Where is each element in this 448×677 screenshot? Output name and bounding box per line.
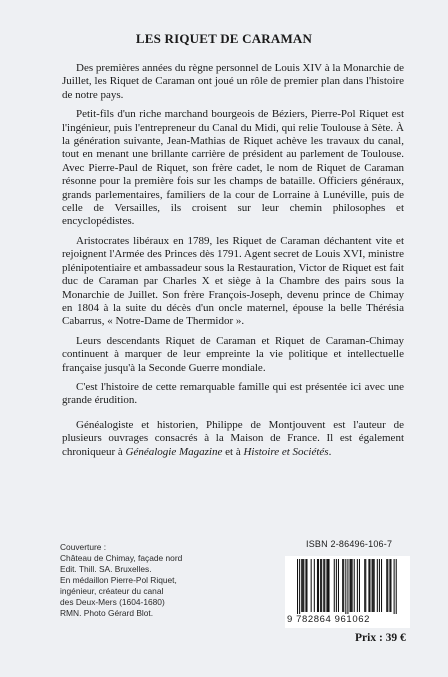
paragraph-conclusion: C'est l'histoire de cette remarquable famille qui est présentée ici avec une grande érudition. bbox=[62, 380, 404, 407]
barcode-bar bbox=[318, 559, 319, 612]
barcode-bar bbox=[364, 559, 365, 612]
barcode-bar bbox=[343, 559, 344, 612]
barcode-bar bbox=[381, 559, 382, 612]
barcode-bar bbox=[327, 559, 328, 612]
barcode-bar bbox=[320, 559, 321, 612]
barcode-bar bbox=[351, 559, 352, 612]
barcode-bar bbox=[372, 559, 373, 612]
barcode-bar bbox=[386, 559, 387, 612]
barcode-bar bbox=[324, 559, 325, 612]
paragraph-descendants: Leurs descendants Riquet de Caraman et Riquet de Caraman-Chimay continuent à marquer de leur empreinte la vie politique et intellectuelle française jusqu'à la Seconde Guerre mondiale. bbox=[62, 334, 404, 374]
credit-line: Edit. Thill. SA. Bruxelles. bbox=[60, 564, 152, 574]
barcode-bar bbox=[302, 559, 303, 612]
author-bio-connector: et à bbox=[222, 445, 244, 458]
credit-line: Château de Chimay, façade nord bbox=[60, 553, 183, 563]
cover-credits bbox=[60, 542, 210, 619]
barcode-bar bbox=[373, 559, 374, 612]
paragraph-pierre-pol: Petit-fils d'un riche marchand bourgeois de Béziers, Pierre-Pol Riquet est l'ingénieur, puis l'entrepreneur du Canal du Midi, qui relie Toulouse à Sète. À la génération suivante, Jean-Mathias de Riquet achève les travaux du canal, tout en menant une brillante carrière de président au parlement de Toulouse. Avec Pierre-Paul de Riquet, son frère cadet, le nom de Riquet de Caraman résonne pour la première fois sur les champs de bataille. Officiers généraux, grands parlementaires, familiers de la cour de Lorraine à Lunéville, puis de celle de Versailles, ils croisent sur leur chemin philosophes et encyclopédistes. bbox=[62, 108, 404, 228]
journal-title: Histoire et Sociétés bbox=[243, 445, 329, 458]
barcode-bar bbox=[352, 559, 353, 612]
blurb bbox=[62, 62, 404, 465]
barcode-bar bbox=[306, 559, 307, 612]
barcode-bar bbox=[357, 559, 358, 612]
barcode-bar bbox=[347, 559, 348, 614]
barcode-bar bbox=[314, 559, 315, 612]
barcode-bar bbox=[374, 559, 375, 612]
barcode-bar bbox=[303, 559, 304, 612]
credit-line: des Deux-Mers (1604-1680) bbox=[60, 597, 165, 607]
author-bio-end: . bbox=[328, 445, 332, 458]
barcode-bar bbox=[377, 559, 378, 612]
paragraph-intro: Des premières années du règne personnel de Louis XIV à la Monarchie de Juillet, les Riquet de Caraman ont joué un rôle de premier plan dans l'histoire de notre pays. bbox=[62, 62, 404, 101]
price-label: Prix : 39 € bbox=[355, 632, 406, 644]
barcode-bar bbox=[321, 559, 322, 612]
paragraph-1789: Aristocrates libéraux en 1789, les Riquet de Caraman déchantent vite et rejoignent l'Armée des Princes dès 1791. Agent secret de Louis XVI, ministre plénipotentiaire et ambassadeur sous la Restauration, Victor de Riquet est fait duc de Caraman par Charles X et siège à la Chambre des pairs sous la Monarchie de Juillet. Son frère François-Joseph, devenu prince de Chimay en 1804 à la suite du décès d'un oncle maternel, épouse la belle Thérésia Cabarrus, « Notre-Dame de Thermidor ». bbox=[62, 234, 404, 328]
barcode-bar bbox=[323, 559, 324, 612]
barcode-bar bbox=[311, 559, 312, 612]
barcode-bar bbox=[365, 559, 366, 612]
barcode-bar bbox=[368, 559, 369, 612]
barcode-bar bbox=[345, 559, 346, 614]
barcode-bar bbox=[299, 559, 300, 614]
credit-line: RMN. Photo Gérard Blot. bbox=[60, 608, 154, 618]
isbn-label: ISBN 2-86496-106-7 bbox=[306, 539, 393, 549]
barcode-bar bbox=[354, 559, 355, 612]
magazine-title: Généalogie Magazine bbox=[125, 445, 223, 458]
credit-line: ingénieur, créateur du canal bbox=[60, 586, 164, 596]
barcode-bar bbox=[317, 559, 318, 612]
barcode-bar bbox=[369, 559, 370, 612]
barcode-bar bbox=[394, 559, 395, 614]
barcode-bars bbox=[285, 556, 410, 614]
barcode-bar bbox=[387, 559, 388, 612]
barcode-bar bbox=[329, 559, 330, 612]
barcode-bar bbox=[305, 559, 306, 612]
barcode-bar bbox=[301, 559, 302, 612]
barcode-bar bbox=[334, 559, 335, 612]
author-bio bbox=[62, 419, 404, 459]
barcode-bar bbox=[336, 559, 337, 612]
barcode-bar bbox=[342, 559, 343, 612]
barcode-digits: 9 782864 961062 bbox=[287, 614, 370, 625]
barcode-bar bbox=[396, 559, 397, 614]
credit-line: En médaillon Pierre-Pol Riquet, bbox=[60, 575, 177, 585]
credit-line: Couverture : bbox=[60, 542, 107, 552]
barcode-bar bbox=[359, 559, 360, 612]
book-title: LES RIQUET DE CARAMAN bbox=[135, 31, 313, 46]
barcode-bar bbox=[297, 559, 298, 614]
barcode-bar bbox=[389, 559, 390, 612]
barcode-bar bbox=[350, 559, 351, 612]
barcode-bar bbox=[326, 559, 327, 612]
barcode-bar bbox=[379, 559, 380, 612]
barcode-bar bbox=[338, 559, 339, 612]
barcode-bar bbox=[390, 559, 391, 612]
author-bio-text: Généalogiste et historien, Philippe de Montjouvent est l'auteur de plusieurs ouvrages consacrés à la Maison de France. Il est également chroniqueur à bbox=[62, 418, 404, 458]
barcode bbox=[285, 556, 410, 628]
